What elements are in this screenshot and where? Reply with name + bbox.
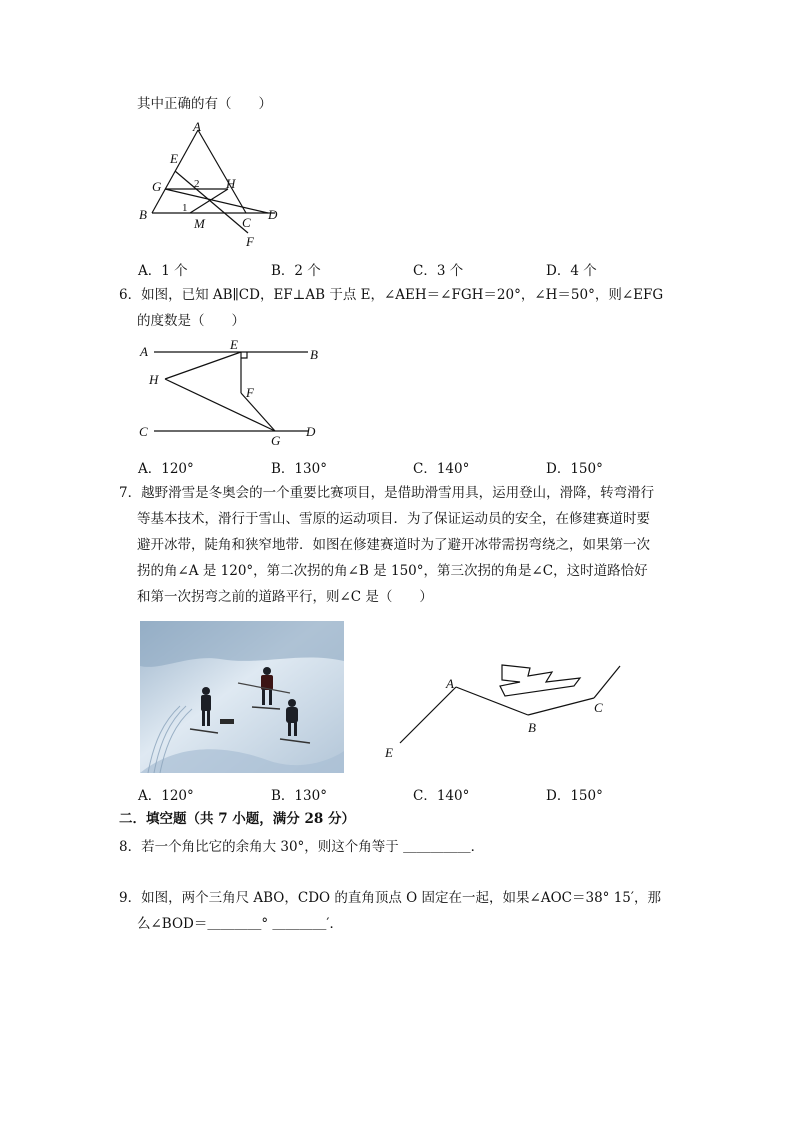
q5-stem-tail: 其中正确的有（ ）: [137, 96, 272, 112]
q6-label-g: G: [271, 433, 281, 448]
q7-option-a[interactable]: A．120°: [138, 788, 194, 804]
q6-label-e: E: [230, 337, 238, 352]
q6-label-b: B: [310, 347, 318, 362]
q6-option-a[interactable]: A．120°: [138, 461, 194, 477]
q9-stem-line2: 么∠BOD＝＿＿＿＿° ＿＿＿＿′．: [137, 916, 343, 932]
q6-stem-line2: 的度数是（ ）: [137, 313, 245, 329]
q5-label-b: B: [139, 207, 147, 222]
q5-label-h: H: [226, 176, 236, 191]
q6-label-a: A: [140, 344, 148, 359]
q6-label-d: D: [306, 424, 316, 439]
ice-belt-shape: [500, 665, 580, 696]
q7-stem-line3: 避开冰带，陡角和狭窄地带．如图在修建赛道时为了避开冰带需拐弯绕之，如果第一次: [137, 537, 650, 553]
q5-label-g: G: [152, 179, 162, 194]
q7-stem-line2: 等基本技术，滑行于雪山、雪原的运动项目．为了保证运动员的安全，在修建赛道时要: [137, 511, 650, 527]
q7-label-c: C: [594, 700, 603, 715]
q6-option-d[interactable]: D．150°: [546, 461, 603, 477]
q6-label-c: C: [139, 424, 148, 439]
q5-triangle-figure: [130, 118, 290, 253]
q5-label-a: A: [193, 119, 201, 134]
q5-angle-2: 2: [194, 178, 200, 190]
q8-stem: 8．若一个角比它的余角大 30°，则这个角等于 ＿＿＿＿＿．: [119, 839, 485, 855]
q7-label-b: B: [528, 720, 536, 735]
q5-option-a[interactable]: A．1 个: [138, 263, 188, 279]
q5-option-b[interactable]: B．2 个: [271, 263, 321, 279]
q5-angle-1: 1: [182, 202, 188, 214]
q9-stem-line1: 9．如图，两个三角尺 ABO，CDO 的直角顶点 O 固定在一起，如果∠AOC＝38° 15′，那: [119, 890, 661, 906]
q7-route-figure: [380, 660, 630, 765]
section-title: 二．填空题（共 7 小题，满分 28 分）: [119, 811, 355, 827]
q5-option-c[interactable]: C．3 个: [413, 263, 464, 279]
q5-label-e: E: [170, 151, 178, 166]
q5-label-m: M: [194, 216, 205, 231]
q5-label-c: C: [242, 215, 251, 230]
skiers-photo: [140, 621, 344, 773]
q6-option-c[interactable]: C．140°: [413, 461, 470, 477]
q5-label-d: D: [268, 207, 278, 222]
q5-option-d[interactable]: D．4 个: [546, 263, 597, 279]
q6-parallel-lines-figure: [130, 336, 330, 451]
q5-label-f: F: [246, 234, 254, 249]
q6-option-b[interactable]: B．130°: [271, 461, 327, 477]
q6-label-h: H: [149, 372, 159, 387]
q7-stem-line1: 7．越野滑雪是冬奥会的一个重要比赛项目，是借助滑雪用具，运用登山，滑降，转弯滑行: [119, 485, 655, 501]
q7-option-d[interactable]: D．150°: [546, 788, 603, 804]
q7-label-e: E: [385, 745, 393, 760]
q7-stem-line5: 和第一次拐弯之前的道路平行，则∠C 是（ ）: [137, 589, 433, 605]
q7-option-c[interactable]: C．140°: [413, 788, 470, 804]
q6-stem-line1: 6．如图，已知 AB∥CD，EF⊥AB 于点 E，∠AEH＝∠FGH＝20°，∠H＝50°，则∠EFG: [119, 287, 664, 303]
q7-option-b[interactable]: B．130°: [271, 788, 327, 804]
q7-stem-line4: 拐的角∠A 是 120°，第二次拐的角∠B 是 150°，第三次拐的角是∠C，这时道路恰好: [137, 563, 648, 579]
q7-label-a: A: [446, 676, 454, 691]
q6-label-f: F: [246, 385, 254, 400]
